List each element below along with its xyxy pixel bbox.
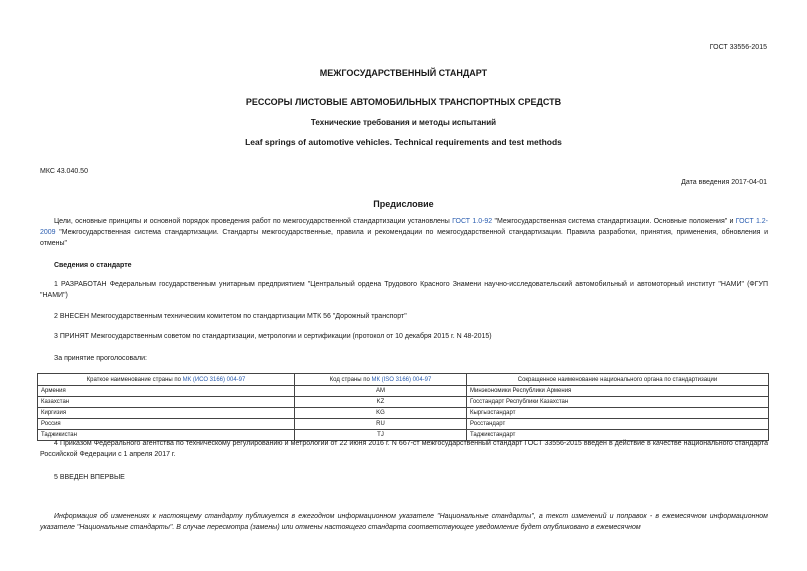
country-cell: Армения — [38, 386, 295, 397]
table-header-row — [38, 374, 769, 386]
code-cell: TJ — [295, 430, 467, 441]
paragraph-1-text: 1 РАЗРАБОТАН Федеральным государственным унитарным предприятием "Центральный ордена Трудового Красного Знамени научно-исследовательский автомобильный и автомоторный институт "НАМИ" (ФГУП "НАМИ") — [40, 281, 768, 299]
paragraph-3: 3 ПРИНЯТ Межгосударственным советом по стандартизации, метрологии и сертификации (протокол от 10 декабря 2015 г. N 48-2015) — [54, 333, 492, 340]
gost-1-0-92-link[interactable]: ГОСТ 1.0-92 — [452, 218, 493, 225]
paragraph-5: 5 ВВЕДЕН ВПЕРВЫЕ — [54, 474, 125, 481]
table-row — [38, 419, 769, 430]
country-cell: Россия — [38, 419, 295, 430]
table-row — [38, 386, 769, 397]
changes-text: Информация об изменениях к настоящему стандарту публикуется в ежегодном информационном указателе "Национальные стандарты", а текст изменений и поправок - в ежемесячном информационном указателе "Национальные стандарты". В случае пересмотра (замены) или отмены настоящего стандарта соответствующее уведомление будет опубликовано в ежемесячном — [40, 513, 768, 531]
header-country: Краткое наименование страны по МК (ИСО 3166) 004-97 — [38, 374, 295, 386]
body-cell: Таджикстандарт — [467, 430, 769, 441]
code-cell: KZ — [295, 397, 467, 408]
body-cell: Кыргызстандарт — [467, 408, 769, 419]
foreword-heading: Предисловие — [373, 199, 434, 209]
gost-code: ГОСТ 33556-2015 — [709, 44, 767, 51]
code-cell: KG — [295, 408, 467, 419]
changes-paragraph — [40, 511, 768, 533]
paragraph-2: 2 ВНЕСЕН Межгосударственным техническим комитетом по стандартизации МТК 56 "Дорожный транспорт" — [54, 313, 407, 320]
code-cell: AM — [295, 386, 467, 397]
body-cell: Минэкономики Республики Армения — [467, 386, 769, 397]
goals-text-1: Цели, основные принципы и основной порядок проведения работ по межгосударственной стандартизации установлены — [54, 218, 453, 225]
voted-label: За принятие проголосовали: — [54, 355, 147, 362]
standard-type: МЕЖГОСУДАРСТВЕННЫЙ СТАНДАРТ — [319, 68, 488, 78]
body-cell: Росстандарт — [467, 419, 769, 430]
header-body: Сокращенное наименование национального органа по стандартизации — [467, 374, 769, 386]
gost-1-2-2009-link[interactable]: ГОСТ 1.2-2009 — [40, 218, 769, 236]
document-title: РЕССОРЫ ЛИСТОВЫЕ АВТОМОБИЛЬНЫХ ТРАНСПОРТНЫХ СРЕДСТВ — [245, 97, 562, 107]
table-row — [38, 397, 769, 408]
header-code: Код страны по МК (ISO 3166) 004-97 — [295, 374, 467, 386]
goals-text-3: "Межгосударственная система стандартизации. Стандарты межгосударственные, правила и рекомендации по межгосударственной стандартизации. Правила разработки, принятия, применения, обновления и отмены" — [40, 229, 768, 247]
mk-iso-3166-link[interactable]: МК (ISO 3166) 004-97 — [371, 376, 432, 383]
paragraph-4-text: 4 Приказом Федерального агентства по техническому регулированию и метрологии от 22 июня 2016 г. N 667-ст межгосударственный стандарт ГОСТ 33556-2015 введен в действие в качестве национального стандарта Российской Федерации с 1 апреля 2017 г. — [40, 440, 768, 458]
countries-table — [37, 373, 769, 441]
standard-info-heading: Сведения о стандарте — [54, 262, 132, 269]
intro-date: Дата введения 2017-04-01 — [681, 179, 767, 186]
document-title-en: Leaf springs of automotive vehicles. Technical requirements and test methods — [245, 137, 562, 147]
paragraph-4 — [40, 438, 768, 460]
table-row — [38, 408, 769, 419]
country-cell: Казахстан — [38, 397, 295, 408]
mk-3166-link[interactable]: МК (ИСО 3166) 004-97 — [182, 376, 246, 383]
goals-paragraph — [40, 216, 768, 249]
paragraph-1 — [40, 279, 768, 301]
body-cell: Госстандарт Республики Казахстан — [467, 397, 769, 408]
country-cell: Таджикистан — [38, 430, 295, 441]
code-cell: RU — [295, 419, 467, 430]
goals-text-2: "Межгосударственная система стандартизации. Основные положения" и — [492, 218, 736, 225]
document-subtitle: Технические требования и методы испытаний — [310, 118, 497, 127]
mks-code: МКС 43.040.50 — [40, 168, 88, 175]
country-cell: Киргизия — [38, 408, 295, 419]
